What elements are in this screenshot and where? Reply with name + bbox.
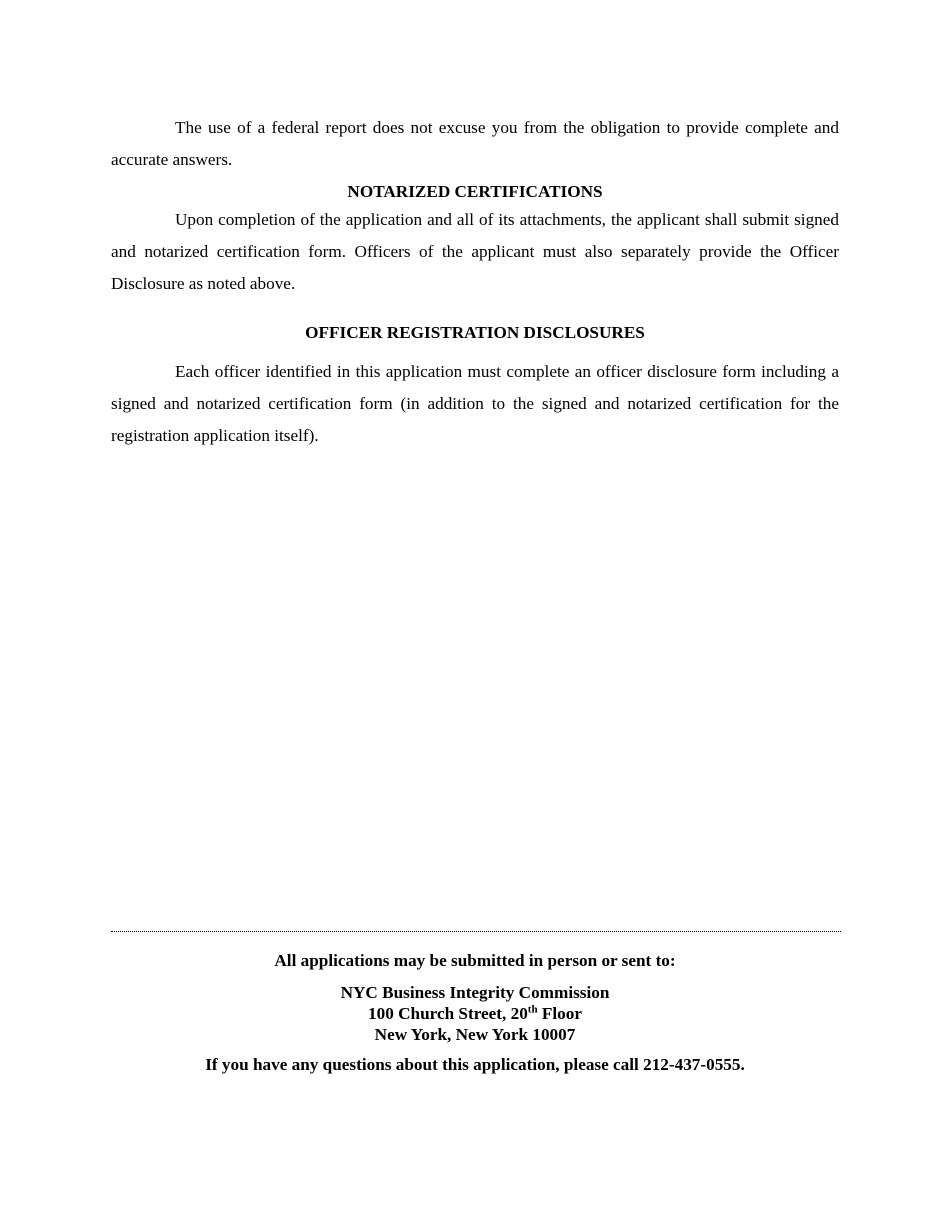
footer-divider (111, 931, 841, 932)
organization-name: NYC Business Integrity Commission (340, 983, 610, 1002)
floor-word: Floor (537, 1004, 582, 1023)
notarized-certifications-paragraph: Upon completion of the application and all of its attachments, the applicant shall submit signed and notarized certification form. Officers of the applicant must also separately provide the Officer Disclosure as noted above. (111, 210, 839, 293)
city-state-zip: New York, New York 10007 (374, 1025, 576, 1044)
federal-report-paragraph: The use of a federal report does not excuse you from the obligation to provide complete and accurate answers. (111, 118, 839, 169)
submit-instructions: All applications may be submitted in person or sent to: (274, 951, 676, 970)
officer-registration-paragraph: Each officer identified in this application must complete an officer disclosure form including a signed and notarized certification form (in addition to the signed and notarized certification for the registration application itself). (111, 362, 839, 445)
street-address-text: 100 Church Street, 20 (368, 1004, 528, 1023)
mailing-address (111, 982, 839, 1045)
notarized-certifications-heading: NOTARIZED CERTIFICATIONS (347, 182, 603, 201)
floor-ordinal-suffix: th (527, 1003, 538, 1016)
street-address (111, 1003, 839, 1024)
questions-contact-line: If you have any questions about this application, please call 212-437-0555. (205, 1055, 745, 1074)
officer-registration-heading: OFFICER REGISTRATION DISCLOSURES (305, 323, 645, 342)
